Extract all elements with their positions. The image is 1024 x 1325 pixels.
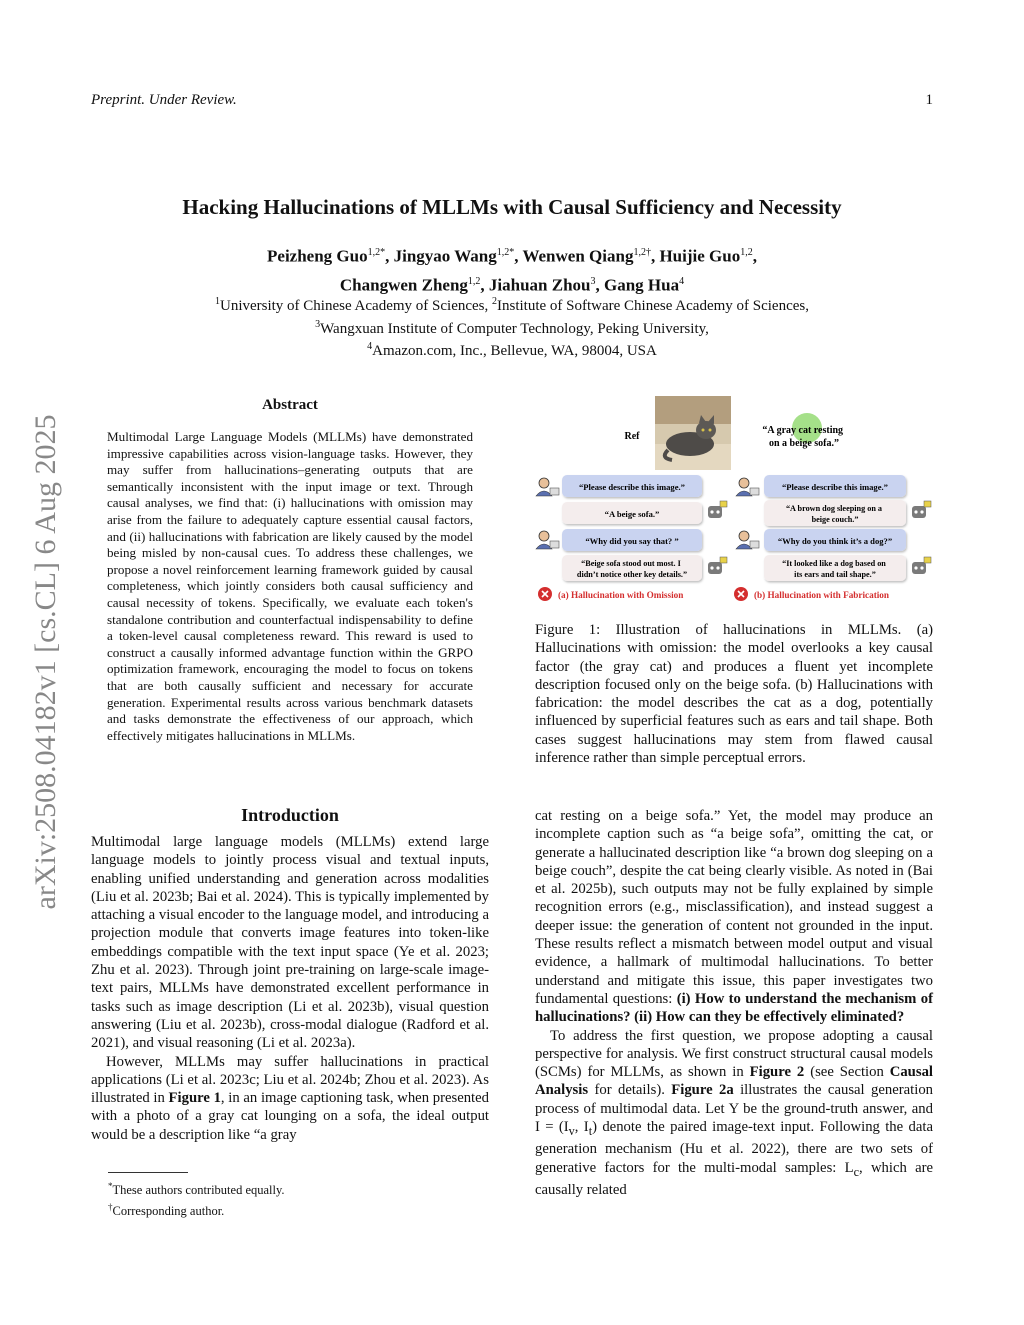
figure-ref: Figure 1	[168, 1090, 221, 1107]
subscript: c	[853, 1164, 860, 1179]
robot-icon	[708, 501, 727, 518]
affiliation-4: Amazon.com, Inc., Bellevue, WA, 98004, USA	[372, 343, 657, 359]
subscript: t	[588, 1123, 593, 1138]
author-name: Changwen Zheng	[339, 275, 468, 295]
robot-icon	[708, 557, 727, 574]
text-run: , I	[574, 1119, 589, 1136]
author-sup: 4	[679, 275, 685, 287]
author-sep: ,	[385, 246, 394, 266]
footnote-rule	[108, 1172, 188, 1173]
right-column	[535, 807, 933, 1199]
user-avatar-icon	[536, 478, 559, 496]
right-question-1: “Please describe this image.”	[782, 482, 888, 492]
left-answer-2: “Beige sofa stood out most. I didn’t notice other key details.”	[576, 559, 688, 579]
right-question-2: “Why do you think it’s a dog?”	[777, 536, 893, 546]
footnote-2: Corresponding author.	[112, 1204, 225, 1219]
left-question-2: “Why did you say that? ”	[585, 536, 679, 546]
affiliation-3: Wangxuan Institute of Computer Technology, Peking University,	[320, 320, 709, 337]
affiliation-1: University of Chinese Academy of Sciences,	[219, 298, 492, 314]
user-avatar-icon	[736, 478, 759, 496]
text-run: ) denote the paired image-text input. Following the data generation mechanism (Hu et al. 2022), there are two sets of generative factors for the multi-modal samples: L	[535, 1119, 933, 1176]
author-name: Jingyao Wang	[393, 246, 497, 266]
footnote-mark: *	[108, 1181, 113, 1191]
author-sup: 1,2	[740, 247, 753, 258]
introduction-heading: Introduction	[241, 805, 339, 825]
author-sep: ,	[514, 246, 523, 266]
intro-paragraph-3	[535, 1027, 933, 1200]
author-sep: ,	[752, 246, 757, 266]
author-sup: 1,2†	[633, 247, 651, 258]
left-label: (a) Hallucination with Omission	[558, 590, 684, 600]
page-number: 1	[925, 92, 933, 108]
research-questions: (i) How to understand the mechanism of hallucinations? (ii) How can they be effectively eliminated?	[535, 990, 933, 1026]
right-label: (b) Hallucination with Fabrication	[754, 590, 890, 600]
ref-caption: “A gray cat resting on a beige sofa.”	[762, 425, 844, 449]
author-sup: 1,2	[467, 275, 481, 287]
author-name: Peizheng Guo	[267, 246, 368, 266]
affiliation-2: Institute of Software Chinese Academy of Sciences,	[497, 298, 809, 314]
error-x-icon	[538, 587, 552, 601]
author-sep: ,	[650, 246, 660, 266]
author-sep: ,	[480, 275, 489, 295]
footnote-mark: †	[108, 1202, 113, 1213]
affil-sup: 3	[315, 318, 321, 330]
author-name: Wenwen Qiang	[522, 246, 634, 266]
text-run: However, MLLMs may suffer hallucinations in practical applications (Li et al. 2023c; Liu et al. 2024b; Zhou et al. 2023). As illustrated in	[91, 1053, 489, 1107]
author-list	[0, 240, 1024, 297]
text-run: , in an image captioning task, when presented with a photo of a gray cat lounging on a sofa, the ideal output would be a description like “a gray	[91, 1090, 489, 1143]
footnote-1: These authors contributed equally.	[112, 1183, 285, 1198]
ref-label: Ref	[624, 431, 640, 442]
text-run: illustrates the causal generation process of multimodal data. Let Y be the ground-truth answer, and I = (I	[535, 1082, 934, 1136]
text-run: (see Section	[804, 1064, 890, 1081]
running-header: Preprint. Under Review.	[91, 92, 237, 108]
right-answer-2: “It looked like a dog based on its ears and tail shape.”	[782, 559, 886, 579]
abstract-heading: Abstract	[262, 397, 318, 413]
author-line-1	[0, 240, 1024, 269]
robot-icon	[912, 557, 931, 574]
intro-paragraph-1: Multimodal large language models (MLLMs) extend large language models to jointly process visual and textual inputs, enabling unified understanding and generation across modalities (Liu et al. 2023b; Bai et al. 2024). This is typically implemented by attaching a visual encoder to the language model, and introducing a projection module that converts image features into token-like embeddings compatible with the text input space (Ye et al. 2023; Zhu et al. 2023). Through joint pre-training on large-scale image-text pairs, MLLMs have demonstrated excellent performance in tasks such as image description (Li et al. 2023b), visual question answering (Liu et al. 2023b), cross-modal dialogue (Radford et al. 2021), and visual reasoning (Li et al. 2023a).	[91, 834, 489, 1052]
intro-paragraph-2-start	[91, 1053, 489, 1144]
figure-1-caption: Figure 1: Illustration of hallucinations in MLLMs. (a) Hallucinations with omission: the model overlooks a key causal factor (the gray cat) and produces a fluent yet incomplete description focused only on the beige sofa. (b) Hallucinations with fabrication: the model describes the cat as a dog, potentially influenced by superficial features such as ears and tail shape. Both cases suggest hallucinations may stem from flawed causal inference rather than simple perceptual errors.	[535, 622, 933, 767]
author-sup: 1,2*	[496, 247, 515, 258]
figure-ref: Figure 2a	[671, 1082, 734, 1099]
paper-title: Hacking Hallucinations of MLLMs with Causal Sufficiency and Necessity	[182, 195, 842, 219]
robot-icon	[912, 501, 931, 518]
affiliations	[0, 293, 1024, 361]
text-run: To address the first question, we propose adopting a causal perspective for analysis. We first construct structural causal models (SCMs) for MLLMs, as shown in	[535, 1027, 933, 1081]
affil-sup: 1	[214, 296, 220, 307]
left-column	[91, 833, 489, 1144]
figure-ref: Figure 2	[749, 1064, 805, 1081]
figure-1	[522, 392, 942, 607]
footnotes	[108, 1178, 488, 1220]
author-name: Jiahuan Zhou	[488, 275, 591, 295]
affil-sup: 2	[492, 296, 497, 307]
author-name: Gang Hua	[604, 275, 680, 295]
intro-paragraph-2-cont	[535, 807, 933, 1027]
affil-sup: 4	[367, 341, 373, 352]
left-answer-1: “A beige sofa.”	[604, 509, 660, 519]
user-avatar-icon	[736, 531, 759, 549]
abstract-body: Multimodal Large Language Models (MLLMs) have demonstrated impressive capabilities across vision-language tasks. However, they may suffer from hallucinations–generating outputs that are semantically inconsistent with the input image or text. Through causal analyses, we find that: (i) hallucinations with omission may arise from the failure to adequately capture essential causal factors, and (ii) hallucinations with fabrication are likely caused by the model being misled by non-causal cues. To address these challenges, we propose a novel reinforcement learning framework guided by causal completeness, which jointly considers both causal sufficiency and causal necessity of tokens. Specifically, we evaluate each token's standalone contribution and counterfactual indispensability to define a token-level causal completeness reward. This reward is used to construct a causally informed advantage function within the GRPO optimization framework, encouraging the model to focus on tokens that are both causally sufficient and necessary for accurate generation. Experimental results across various benchmark datasets and tasks demonstrate the effectiveness of our approach, which effectively mitigates hallucinations in MLLMs.	[107, 429, 473, 743]
text-run: , which are causally related	[535, 1159, 933, 1198]
subscript: v	[568, 1123, 575, 1138]
left-question-1: “Please describe this image.”	[579, 482, 685, 492]
text-run: cat resting on a beige sofa.” Yet, the model may produce an incomplete caption such as “a beige sofa”, omitting the cat, or generate a hallucinated description like “a brown dog sleeping on a beige couch”, despite the cat being clearly visible. As noted in (Bai et al. 2025b), such outputs may not be fully explained by simple recognition errors (e.g., misclassification), and instead suggest a deeper issue: the generation of content not grounded in the input. These results reflect a mismatch between model output and visual evidence, a hallmark of multimodal hallucinations. To better understand and mitigate this issue, this paper investigates two fundamental questions:	[535, 808, 933, 1007]
cat-photo	[655, 396, 731, 470]
author-sup: 3	[590, 275, 596, 287]
author-name: Huijie Guo	[659, 246, 741, 266]
text-run: for details).	[588, 1082, 672, 1099]
author-sup: 1,2*	[367, 247, 386, 258]
arxiv-stamp: arXiv:2508.04182v1 [cs.CL] 6 Aug 2025	[29, 414, 62, 910]
right-answer-1: “A brown dog sleeping on a beige couch.”	[785, 504, 883, 524]
section-ref: Causal Analysis	[535, 1064, 933, 1099]
error-x-icon	[734, 587, 748, 601]
user-avatar-icon	[536, 531, 559, 549]
author-sep: ,	[595, 275, 604, 295]
